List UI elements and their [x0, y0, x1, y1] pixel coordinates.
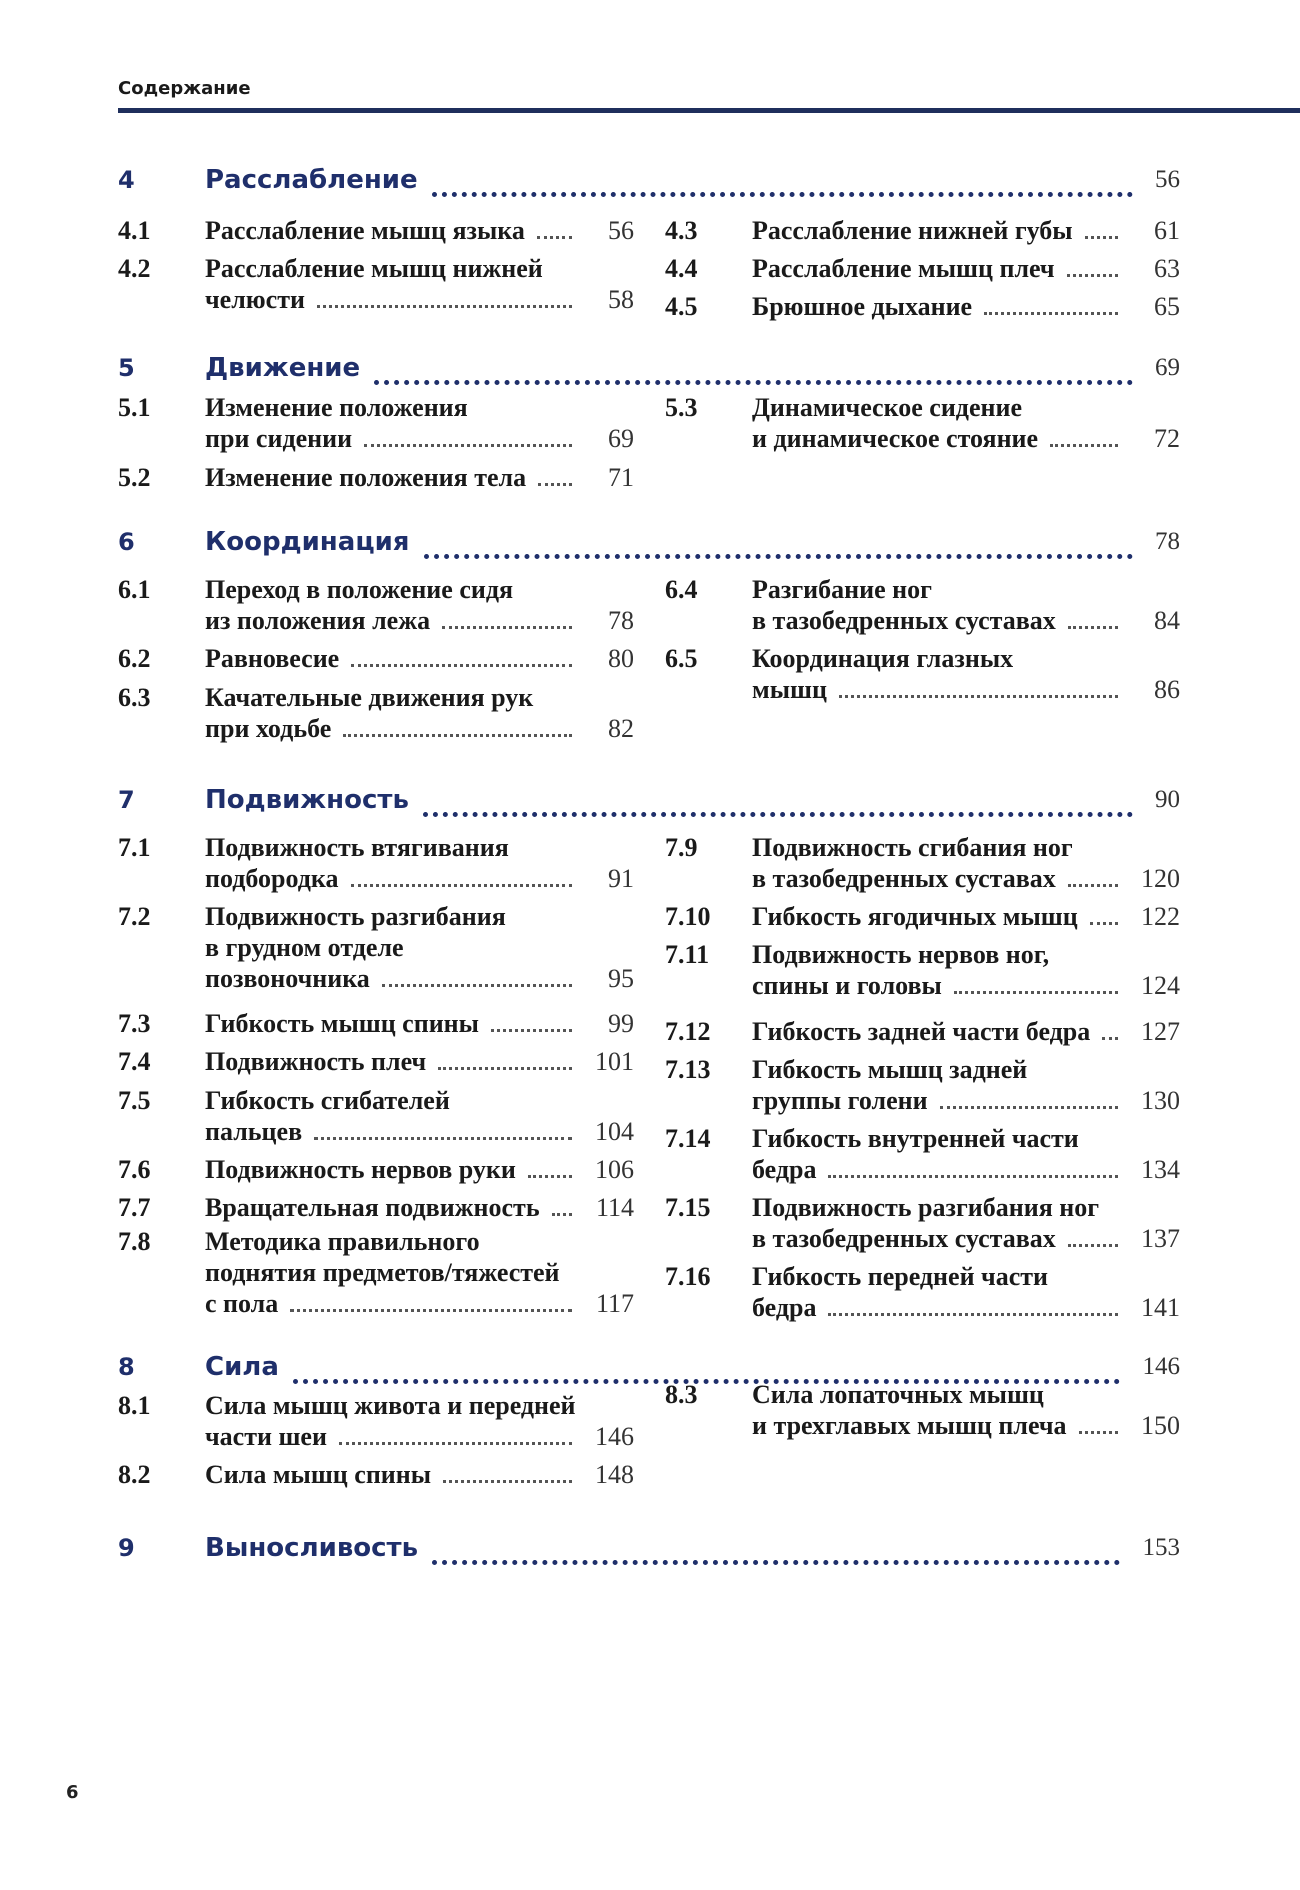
chapter-number: 7: [118, 786, 135, 814]
section-page-number: 63: [1154, 254, 1180, 283]
chapter-number: 4: [118, 166, 135, 194]
dot-leader: [423, 792, 1133, 817]
section-title-line: из положения лежа: [205, 606, 431, 635]
chapter-page-number: 78: [1155, 528, 1180, 555]
section-number: 7.8: [118, 1227, 151, 1256]
toc-entry[interactable]: [665, 253, 1180, 284]
section-page-number: 80: [608, 644, 634, 673]
toc-entry[interactable]: [665, 1123, 1180, 1185]
section-title-line: Подвижность сгибания ног: [752, 833, 1073, 862]
section-title-line: Подвижность разгибания: [205, 902, 506, 931]
chapter-heading[interactable]: [118, 162, 1180, 198]
dot-leader: [1067, 264, 1118, 277]
section-page-number: 150: [1141, 1411, 1180, 1440]
section-title-line: бедра: [752, 1155, 817, 1184]
toc-entry[interactable]: [118, 1390, 634, 1452]
toc-entry[interactable]: [665, 939, 1180, 1001]
section-number: 5.2: [118, 463, 151, 492]
section-number: 7.5: [118, 1086, 151, 1115]
toc-entry[interactable]: [118, 574, 634, 636]
section-title-line: Сила лопаточных мышц: [752, 1380, 1044, 1409]
dot-leader: [984, 302, 1118, 315]
toc-entry[interactable]: [118, 643, 634, 674]
dot-leader: [438, 1057, 572, 1070]
section-number: 8.2: [118, 1460, 151, 1489]
section-number: 4.1: [118, 216, 151, 245]
section-number: 6.3: [118, 683, 151, 712]
toc-entry[interactable]: [665, 901, 1180, 932]
section-page-number: 127: [1141, 1017, 1180, 1046]
section-number: 8.1: [118, 1391, 151, 1420]
toc-entry[interactable]: [665, 291, 1180, 322]
section-number: 7.1: [118, 833, 151, 862]
section-page-number: 71: [608, 463, 634, 492]
dot-leader: [828, 1165, 1118, 1178]
chapter-title: Сила: [205, 1349, 289, 1385]
section-page-number: 61: [1154, 216, 1180, 245]
chapter-page-number: 146: [1142, 1353, 1180, 1380]
dot-leader: [424, 534, 1133, 559]
toc-entry[interactable]: [118, 392, 634, 454]
section-number: 6.1: [118, 575, 151, 604]
section-page-number: 56: [608, 216, 634, 245]
chapter-page-number: 153: [1142, 1534, 1180, 1561]
section-number: 7.16: [665, 1262, 711, 1291]
toc-entry[interactable]: [665, 1379, 1180, 1441]
section-title-line: мышц: [752, 675, 827, 704]
dot-leader: [443, 1470, 572, 1483]
section-title-line: Равновесие: [205, 644, 340, 673]
section-number: 4.5: [665, 292, 698, 321]
section-title-line: Изменение положения: [205, 393, 468, 422]
section-title-line: челюсти: [205, 285, 305, 314]
chapter-heading[interactable]: [118, 1530, 1180, 1566]
dot-leader: [1085, 226, 1118, 239]
chapter-page-number: 56: [1155, 166, 1180, 193]
section-title-line: спины и головы: [752, 971, 942, 1000]
section-title-line: Расслабление мышц нижней: [205, 254, 543, 283]
section-title-line: пальцев: [205, 1117, 303, 1146]
toc-entry[interactable]: [665, 832, 1180, 894]
chapter-page-number: 69: [1155, 354, 1180, 381]
section-title-line: при ходьбе: [205, 714, 332, 743]
dot-leader: [364, 434, 572, 447]
section-number: 7.9: [665, 833, 698, 862]
section-number: 6.2: [118, 644, 151, 673]
section-number: 7.6: [118, 1155, 151, 1184]
section-page-number: 84: [1154, 606, 1180, 635]
section-page-number: 95: [608, 964, 634, 993]
section-page-number: 104: [595, 1117, 634, 1146]
dot-leader: [382, 974, 572, 987]
section-number: 8.3: [665, 1380, 698, 1409]
dot-leader: [314, 1127, 572, 1140]
toc-entry[interactable]: [118, 1046, 634, 1077]
section-page-number: 134: [1141, 1155, 1180, 1184]
section-title-line: Переход в положение сидя: [205, 575, 514, 604]
section-title-line: Вращательная подвижность: [205, 1193, 540, 1222]
section-title-line: Расслабление нижней губы: [752, 216, 1073, 245]
section-number: 4.2: [118, 254, 151, 283]
section-title-line: поднятия предметов/тяжестей: [205, 1258, 560, 1287]
dot-leader: [537, 226, 572, 239]
section-number: 7.13: [665, 1055, 711, 1084]
toc-entry[interactable]: [665, 1261, 1180, 1323]
toc-entry[interactable]: [665, 392, 1180, 454]
section-page-number: 91: [608, 864, 634, 893]
section-number: 7.7: [118, 1193, 151, 1222]
toc-entry[interactable]: [118, 1085, 634, 1147]
section-title-line: и динамическое стояние: [752, 424, 1039, 453]
chapter-heading[interactable]: [118, 782, 1180, 818]
section-number: 5.3: [665, 393, 698, 422]
toc-entry[interactable]: [118, 1154, 634, 1185]
section-title-line: Подвижность нервов ног,: [752, 940, 1050, 969]
toc-entry[interactable]: [118, 215, 634, 246]
section-page-number: 101: [595, 1047, 634, 1076]
dot-leader: [1079, 1421, 1118, 1434]
section-page-number: 72: [1154, 424, 1180, 453]
chapter-title: Координация: [205, 524, 420, 560]
section-title-line: в тазобедренных суставах: [752, 1224, 1056, 1253]
chapter-page-number: 90: [1155, 786, 1180, 813]
section-title-line: Гибкость сгибателей: [205, 1086, 450, 1115]
chapter-title: Расслабление: [205, 162, 428, 198]
toc-entry[interactable]: [118, 901, 634, 994]
dot-leader: [290, 1299, 572, 1312]
section-title-line: Гибкость внутренней части: [752, 1124, 1079, 1153]
section-title-line: Гибкость мышц задней: [752, 1055, 1028, 1084]
dot-leader: [1068, 874, 1118, 887]
page-number: 6: [66, 1782, 79, 1803]
running-head: Содержание: [118, 78, 251, 99]
dot-leader: [432, 172, 1133, 197]
section-number: 7.4: [118, 1047, 151, 1076]
section-page-number: 69: [608, 424, 634, 453]
section-page-number: 120: [1141, 864, 1180, 893]
section-number: 5.1: [118, 393, 151, 422]
section-number: 7.10: [665, 902, 711, 931]
chapter-number: 8: [118, 1353, 135, 1381]
dot-leader: [839, 685, 1118, 698]
section-page-number: 148: [595, 1460, 634, 1489]
section-number: 7.15: [665, 1193, 711, 1222]
dot-leader: [528, 1165, 572, 1178]
section-title-line: в тазобедренных суставах: [752, 864, 1056, 893]
section-title-line: Координация глазных: [752, 644, 1014, 673]
dot-leader: [828, 1303, 1118, 1316]
toc-entry[interactable]: [665, 574, 1180, 636]
section-title-line: с пола: [205, 1289, 279, 1318]
section-page-number: 106: [595, 1155, 634, 1184]
section-title-line: Гибкость мышц спины: [205, 1009, 479, 1038]
section-page-number: 130: [1141, 1086, 1180, 1115]
section-title-line: Сила мышц спины: [205, 1460, 432, 1489]
section-title-line: Подвижность нервов руки: [205, 1155, 516, 1184]
chapter-title: Подвижность: [205, 782, 419, 818]
section-page-number: 124: [1141, 971, 1180, 1000]
chapter-number: 5: [118, 354, 135, 382]
toc-entry[interactable]: [118, 1008, 634, 1039]
section-page-number: 141: [1141, 1293, 1180, 1322]
dot-leader: [442, 616, 572, 629]
chapter-title: Движение: [205, 350, 370, 386]
dot-leader: [1050, 434, 1118, 447]
toc-entry[interactable]: [118, 1192, 634, 1223]
section-title-line: Сила мышц живота и передней: [205, 1391, 576, 1420]
section-title-line: Гибкость задней части бедра: [752, 1017, 1091, 1046]
toc-entry[interactable]: [118, 1459, 634, 1490]
dot-leader: [1068, 616, 1118, 629]
chapter-heading[interactable]: [118, 524, 1180, 560]
section-title-line: и трехглавых мышц плеча: [752, 1411, 1067, 1440]
dot-leader: [1090, 912, 1118, 925]
section-title-line: Гибкость передней части: [752, 1262, 1049, 1291]
section-number: 4.3: [665, 216, 698, 245]
dot-leader: [538, 473, 572, 486]
section-number: 7.14: [665, 1124, 711, 1153]
header-rule: [118, 108, 1300, 113]
section-page-number: 99: [608, 1009, 634, 1038]
section-title-line: Расслабление мышц плеч: [752, 254, 1055, 283]
toc-entry[interactable]: [118, 1226, 634, 1319]
section-title-line: группы голени: [752, 1086, 928, 1115]
section-title-line: Расслабление мышц языка: [205, 216, 525, 245]
dot-leader: [317, 295, 572, 308]
toc-entry[interactable]: [665, 1192, 1180, 1254]
dot-leader: [432, 1540, 1120, 1565]
toc-entry[interactable]: [118, 832, 634, 894]
chapter-heading[interactable]: [118, 350, 1180, 386]
chapter-number: 6: [118, 528, 135, 556]
toc-entry[interactable]: [118, 682, 634, 744]
dot-leader: [1102, 1027, 1118, 1040]
dot-leader: [339, 1432, 572, 1445]
toc-entry[interactable]: [665, 1016, 1180, 1047]
section-number: 6.5: [665, 644, 698, 673]
section-page-number: 137: [1141, 1224, 1180, 1253]
dot-leader: [940, 1096, 1118, 1109]
dot-leader: [343, 724, 572, 737]
section-page-number: 117: [595, 1289, 634, 1318]
dot-leader: [1068, 1234, 1118, 1247]
dot-leader: [351, 654, 572, 667]
section-title-line: части шеи: [205, 1422, 327, 1451]
section-number: 4.4: [665, 254, 698, 283]
dot-leader: [351, 874, 572, 887]
toc-entry[interactable]: [665, 215, 1180, 246]
section-title-line: Подвижность разгибания ног: [752, 1193, 1100, 1222]
dot-leader: [374, 360, 1133, 385]
dot-leader: [954, 981, 1118, 994]
dot-leader: [491, 1019, 572, 1032]
section-title-line: Изменение положения тела: [205, 463, 527, 492]
section-page-number: 65: [1154, 292, 1180, 321]
section-page-number: 114: [595, 1193, 634, 1222]
section-number: 7.11: [665, 940, 710, 969]
section-title-line: в тазобедренных суставах: [752, 606, 1056, 635]
section-title-line: Разгибание ног: [752, 575, 932, 604]
section-title-line: Динамическое сидение: [752, 393, 1022, 422]
toc-entry[interactable]: [665, 1054, 1180, 1116]
section-page-number: 58: [608, 285, 634, 314]
section-page-number: 78: [608, 606, 634, 635]
section-title-line: позвоночника: [205, 964, 370, 993]
toc-entry[interactable]: [118, 253, 634, 315]
section-page-number: 122: [1141, 902, 1180, 931]
section-number: 7.2: [118, 902, 151, 931]
toc-entry[interactable]: [118, 462, 634, 493]
section-title-line: Брюшное дыхание: [752, 292, 973, 321]
section-page-number: 82: [608, 714, 634, 743]
chapter-title: Выносливость: [205, 1530, 428, 1566]
section-title-line: Подвижность плеч: [205, 1047, 427, 1076]
section-page-number: 146: [595, 1422, 634, 1451]
section-title-line: бедра: [752, 1293, 817, 1322]
section-page-number: 86: [1154, 675, 1180, 704]
section-title-line: Качательные движения рук: [205, 683, 534, 712]
section-number: 7.12: [665, 1017, 711, 1046]
dot-leader: [552, 1203, 572, 1216]
section-title-line: в грудном отделе: [205, 933, 404, 962]
section-title-line: Подвижность втягивания: [205, 833, 509, 862]
section-number: 7.3: [118, 1009, 151, 1038]
section-title-line: Методика правильного: [205, 1227, 480, 1256]
section-title-line: подбородка: [205, 864, 339, 893]
chapter-number: 9: [118, 1534, 135, 1562]
section-number: 6.4: [665, 575, 698, 604]
section-title-line: при сидении: [205, 424, 353, 453]
section-title-line: Гибкость ягодичных мышц: [752, 902, 1078, 931]
toc-entry[interactable]: [665, 643, 1180, 705]
